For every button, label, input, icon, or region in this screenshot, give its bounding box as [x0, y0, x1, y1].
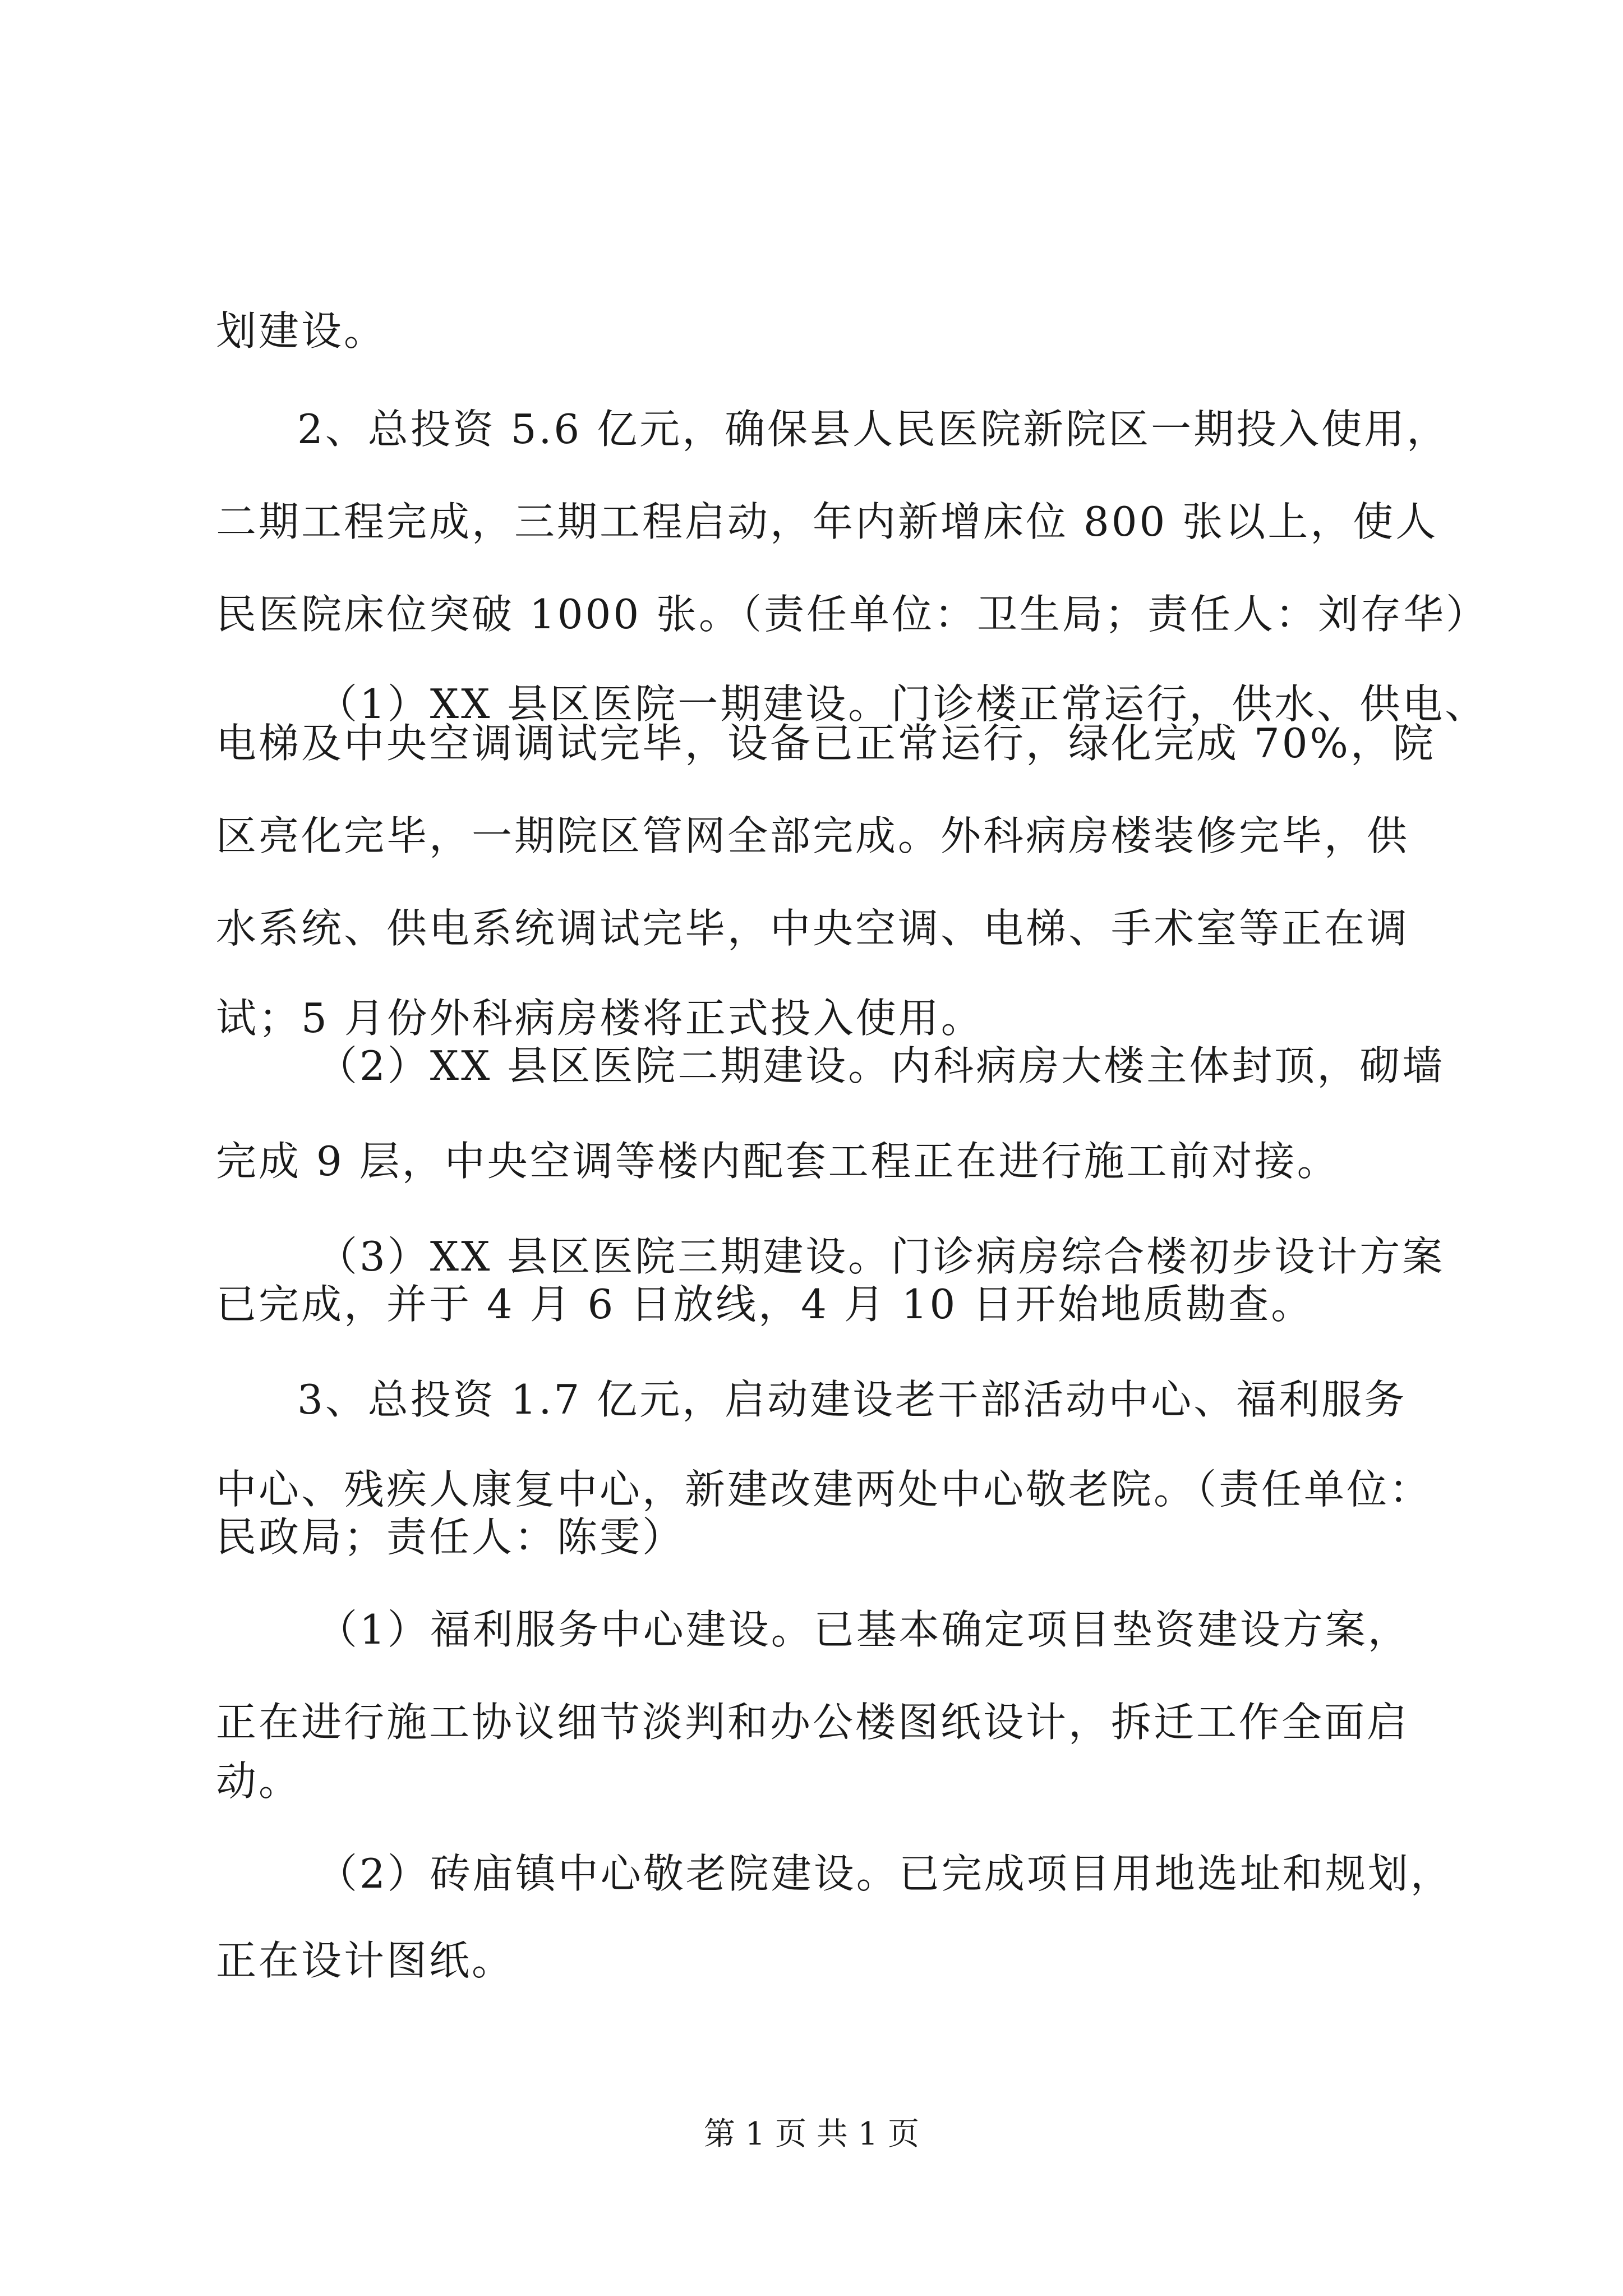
text-line: 正在进行施工协议细节淡判和办公楼图纸设计，拆迁工作全面启: [216, 1699, 1410, 1746]
text-line: 划建设。: [216, 307, 387, 355]
text-line: 民医院床位突破 1000 张。（责任单位：卫生局；责任人：刘存华）: [216, 591, 1489, 638]
text-line: 区亮化完毕，一期院区管网全部完成。外科病房楼装修完毕，供: [216, 812, 1410, 859]
text-line: （1）福利服务中心建设。已基本确定项目垫资建设方案，: [317, 1606, 1410, 1653]
text-line: 二期工程完成，三期工程启动，年内新增床位 800 张以上，使人: [216, 498, 1438, 545]
text-line: 3、总投资 1.7 亿元，启动建设老干部活动中心、福利服务: [297, 1376, 1407, 1423]
text-line: 动。: [216, 1757, 302, 1805]
text-line: 民政局；责任人：陈雯）: [216, 1513, 685, 1561]
page-footer: 第 1 页 共 1 页: [703, 2116, 920, 2152]
text-line: 完成 9 层，中央空调等楼内配套工程正在进行施工前对接。: [216, 1138, 1340, 1185]
text-line: 中心、残疾人康复中心，新建改建两处中心敬老院。（责任单位：: [216, 1466, 1432, 1513]
text-line: 试；5 月份外科病房楼将正式投入使用。: [216, 995, 984, 1042]
text-line: （2）XX 县区医院二期建设。内科病房大楼主体封顶，砌墙: [317, 1042, 1445, 1089]
text-line: （3）XX 县区医院三期建设。门诊病房综合楼初步设计方案: [317, 1233, 1445, 1280]
text-line: 电梯及中央空调调试完毕，设备已正常运行，绿化完成 70%，院: [216, 720, 1436, 767]
text-line: 已完成，并于 4 月 6 日放线，4 月 10 日开始地质勘查。: [216, 1281, 1314, 1328]
text-line: 正在设计图纸。: [216, 1937, 515, 1984]
text-line: （2）砖庙镇中心敬老院建设。已完成项目用地选址和规划，: [317, 1850, 1453, 1897]
text-line: 2、总投资 5.6 亿元，确保县人民医院新院区一期投入使用，: [297, 406, 1450, 453]
text-line: （1）XX 县区医院一期建设。门诊楼正常运行，供水、供电、: [317, 680, 1488, 728]
text-line: 水系统、供电系统调试完毕，中央空调、电梯、手术室等正在调: [216, 905, 1410, 952]
